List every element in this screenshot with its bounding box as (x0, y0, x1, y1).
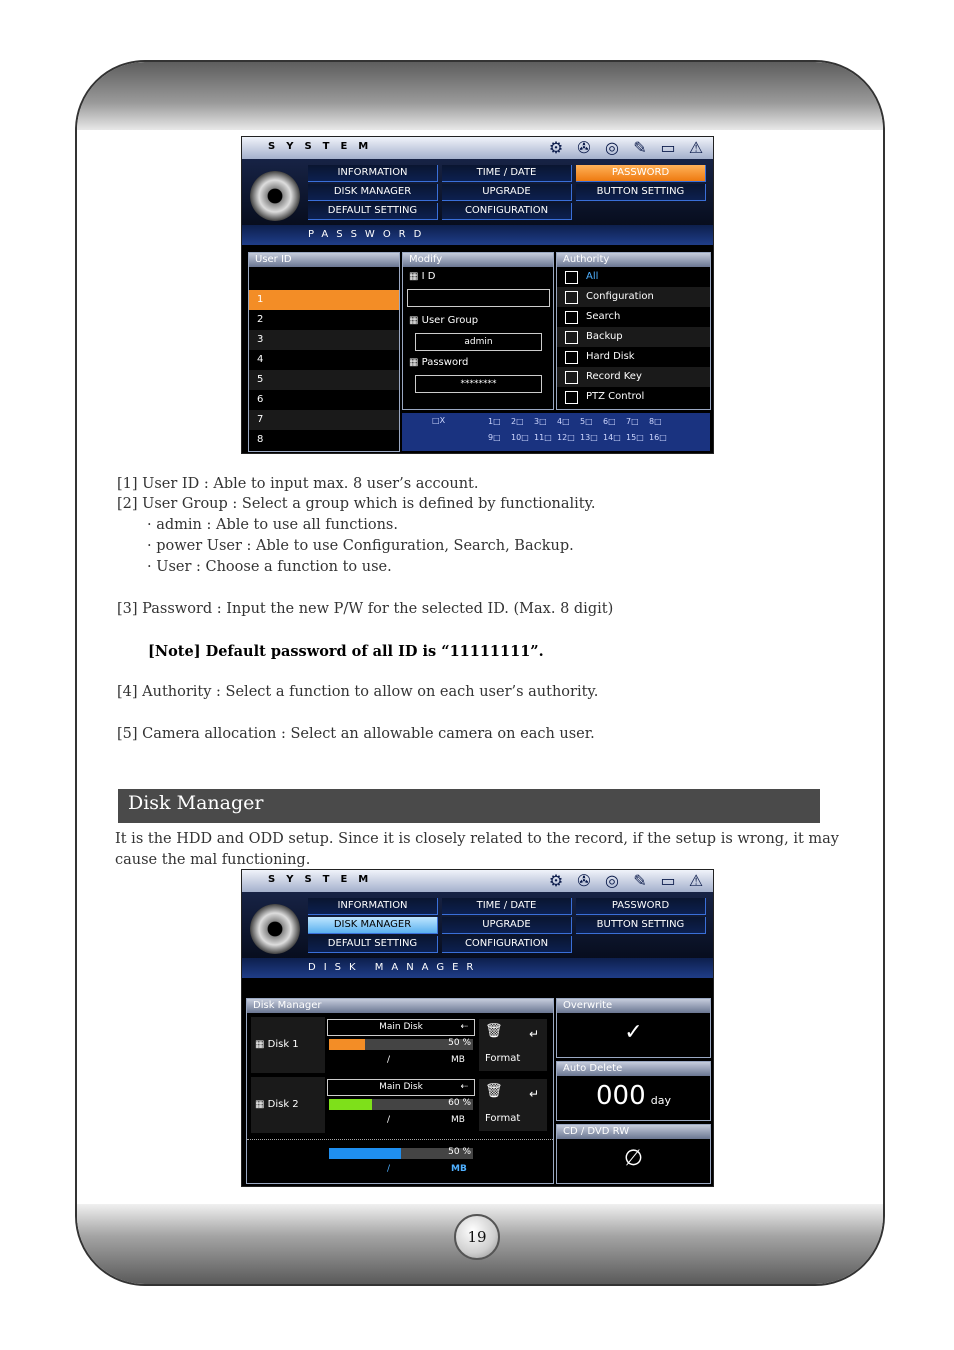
menu-button-setting[interactable]: BUTTON SETTING (576, 917, 706, 934)
enter-arrow-icon: ↵ (528, 1027, 539, 1041)
userid-row[interactable]: 4 (257, 354, 264, 365)
disk-usage-bar (329, 1099, 473, 1110)
disk-manager-screen (241, 869, 714, 1187)
camera-box-icon: □ (516, 417, 524, 426)
userid-row[interactable]: 2 (257, 314, 264, 325)
authority-item-search[interactable] (557, 307, 710, 327)
modify-panel (402, 252, 554, 410)
userid-header: User ID (249, 253, 399, 267)
grid-icon: ▦ (409, 315, 419, 326)
alarm-icon[interactable]: ⚠ (688, 138, 704, 157)
password-label-text: Password (421, 357, 469, 368)
camera-checkbox[interactable] (626, 417, 639, 426)
text-user-group: [2] User Group : Select a group which is defined by functionality. (117, 496, 596, 512)
id-label-text: I D (421, 271, 436, 282)
user-group-label-text: User Group (421, 315, 479, 326)
camera-number: 6 (603, 417, 609, 426)
camera-number: 9 (488, 433, 494, 442)
camera-checkbox[interactable] (511, 417, 524, 426)
text-authority: [4] Authority : Select a function to allow on each user’s authority. (117, 684, 599, 700)
checkbox[interactable] (565, 371, 578, 384)
cam-all-toggle[interactable]: □X (432, 416, 446, 425)
system-menu (308, 165, 706, 220)
sub-title: PASSWORD (308, 229, 430, 240)
camera-box-icon: □ (636, 433, 644, 442)
camera-number: 1 (488, 417, 494, 426)
disk-usage-fill (329, 1099, 372, 1110)
sub-title: DISK MANAGER (308, 962, 482, 973)
checkbox[interactable] (565, 271, 578, 284)
userid-row[interactable]: 7 (249, 410, 399, 430)
disk-percent: 50 % (448, 1038, 471, 1048)
camera-checkbox[interactable] (488, 433, 501, 442)
text-camera-allocation: [5] Camera allocation : Select an allowable camera on each user. (117, 726, 595, 742)
total-usage-row (247, 1139, 553, 1180)
format-label: Format (485, 1053, 521, 1064)
id-input[interactable] (407, 289, 550, 307)
password-label (409, 357, 553, 371)
menu-information[interactable]: INFORMATION (308, 898, 438, 915)
camera-allocation (402, 413, 710, 451)
camera-number: 7 (626, 417, 632, 426)
text-note: [Note] Default password of all ID is “11111111”. (148, 643, 544, 660)
overwrite-check-icon[interactable]: ✓ (624, 1020, 643, 1045)
menu-configuration[interactable]: CONFIGURATION (442, 203, 572, 220)
camera-number: 13 (580, 433, 591, 442)
total-slash: / (387, 1164, 391, 1174)
film-reel-icon[interactable]: ✇ (577, 138, 591, 157)
camera-checkbox[interactable] (580, 433, 598, 442)
disk-usage-fill (329, 1039, 365, 1050)
disk-type-select[interactable] (327, 1019, 475, 1036)
menu-upgrade[interactable]: UPGRADE (442, 184, 572, 201)
section-paragraph: It is the HDD and ODD setup. Since it is closely related to the record, if the setup is wrong, it may cause the mal functioning. (115, 831, 839, 868)
monitor-icon[interactable]: ▭ (660, 138, 676, 157)
menu-upgrade[interactable]: UPGRADE (442, 917, 572, 934)
camera-number: 5 (580, 417, 586, 426)
trash-icon: 🗑 (485, 1023, 503, 1039)
camera-number: 2 (511, 417, 517, 426)
menu-disk-manager[interactable]: DISK MANAGER (308, 917, 438, 934)
disk-row (247, 1077, 553, 1133)
disc-icon[interactable]: ◎ (605, 871, 619, 890)
menu-button-setting[interactable]: BUTTON SETTING (576, 184, 706, 201)
authority-label: Search (586, 311, 621, 322)
page-number: 19 (454, 1214, 500, 1260)
user-group-label (409, 315, 553, 329)
cd-dvd-none-icon[interactable]: ∅ (623, 1146, 644, 1171)
password-screen (241, 136, 714, 454)
text-password: [3] Password : Input the new P/W for the selected ID. (Max. 8 digit) (117, 601, 614, 617)
camera-number: 16 (649, 433, 660, 442)
userid-row[interactable]: 6 (257, 394, 264, 405)
menu-information[interactable]: INFORMATION (308, 165, 438, 182)
userid-row[interactable]: 1 (249, 290, 399, 310)
sub-title-bar (242, 958, 713, 978)
checkbox[interactable] (565, 331, 578, 344)
format-button[interactable] (479, 1079, 547, 1131)
menu-default-setting[interactable]: DEFAULT SETTING (308, 936, 438, 953)
system-menu (308, 898, 706, 953)
cam-all-label: X (439, 416, 446, 425)
userid-row[interactable]: 3 (249, 330, 399, 350)
userid-panel (248, 252, 400, 452)
userid-row[interactable]: 8 (257, 434, 264, 445)
camera-number: 10 (511, 433, 522, 442)
camera-number: 15 (626, 433, 637, 442)
authority-label: Backup (586, 331, 623, 342)
sub-title-bar (242, 225, 713, 245)
user-group-select[interactable]: admin (415, 333, 542, 351)
camera-number: 12 (557, 433, 568, 442)
disk-unit: MB (451, 1055, 465, 1065)
camera-box-icon: □ (654, 417, 662, 426)
authority-item-configuration[interactable] (557, 287, 710, 307)
camera-box-icon: □ (608, 417, 616, 426)
disk-slash: / (387, 1115, 391, 1125)
camera-box-icon: □ (493, 433, 501, 442)
camera-box-icon: □ (539, 417, 547, 426)
authority-label: Configuration (586, 291, 654, 302)
disk-manager-header: Disk Manager (247, 999, 553, 1013)
camera-checkbox[interactable] (557, 433, 575, 442)
camera-box-icon: □ (493, 417, 501, 426)
enter-arrow-icon: ↵ (528, 1087, 539, 1101)
cd-dvd-panel (556, 1124, 711, 1184)
authority-item-ptz-control[interactable] (557, 387, 710, 407)
total-usage-fill (329, 1148, 401, 1159)
grid-icon: ▦ (409, 271, 419, 282)
camera-box-icon: □ (562, 417, 570, 426)
gear-icon[interactable]: ⚙ (548, 138, 564, 157)
usb-icon[interactable]: ✎ (633, 138, 647, 157)
total-unit: MB (451, 1164, 467, 1174)
alarm-icon[interactable]: ⚠ (688, 871, 704, 890)
section-heading: Disk Manager (118, 789, 820, 823)
film-reel-icon[interactable]: ✇ (577, 871, 591, 890)
checkbox[interactable] (565, 291, 578, 304)
authority-panel (556, 252, 711, 410)
format-button[interactable] (479, 1019, 547, 1071)
text-admin: · admin : Able to use all functions. (147, 517, 398, 533)
camera-checkbox[interactable] (488, 417, 501, 426)
text-power-user: · power User : Able to use Configuration, Search, Backup. (147, 538, 574, 554)
modify-header: Modify (403, 253, 553, 267)
authority-label: Record Key (586, 371, 642, 382)
text-user-id: [1] User ID : Able to input max. 8 user’s account. (117, 476, 479, 492)
disk-percent: 60 % (448, 1098, 471, 1108)
enter-arrow-icon: ⇠ (460, 1022, 468, 1032)
camera-checkbox[interactable] (649, 417, 662, 426)
camera-box-icon: □ (567, 433, 575, 442)
total-usage-bar (329, 1148, 473, 1159)
authority-label: Hard Disk (586, 351, 635, 362)
monitor-icon[interactable]: ▭ (660, 871, 676, 890)
auto-delete-panel (556, 1061, 711, 1121)
camera-checkbox[interactable] (580, 417, 593, 426)
camera-checkbox[interactable] (534, 417, 547, 426)
authority-item-all[interactable] (557, 267, 710, 287)
checkbox[interactable] (565, 351, 578, 364)
usb-icon[interactable]: ✎ (633, 871, 647, 890)
checkbox[interactable] (565, 391, 578, 404)
auto-delete-header: Auto Delete (557, 1062, 710, 1076)
disk-slash: / (387, 1055, 391, 1065)
top-band (77, 62, 883, 130)
menu-disk-manager[interactable]: DISK MANAGER (308, 184, 438, 201)
overwrite-panel (556, 998, 711, 1058)
disk-label-text: Disk 1 (267, 1039, 299, 1050)
userid-row[interactable]: 5 (249, 370, 399, 390)
camera-box-icon: □ (544, 433, 552, 442)
text-user: · User : Choose a function to use. (147, 559, 392, 575)
format-label: Format (485, 1113, 521, 1124)
gear-logo-icon (250, 904, 300, 954)
menu-password[interactable]: PASSWORD (576, 898, 706, 915)
total-percent: 50 % (448, 1147, 471, 1157)
cd-dvd-header: CD / DVD RW (557, 1125, 710, 1139)
id-label (409, 271, 553, 285)
menu-time-date[interactable]: TIME / DATE (442, 898, 572, 915)
auto-delete-unit: day (650, 1094, 671, 1107)
disk-label: ▦ Disk 1 (251, 1017, 325, 1073)
authority-label: All (586, 271, 599, 282)
system-title: SYSTEM (268, 874, 380, 885)
camera-checkbox[interactable] (649, 433, 667, 442)
trash-icon: 🗑 (485, 1083, 503, 1099)
authority-item-record-key[interactable] (557, 367, 710, 387)
camera-box-icon: □ (659, 433, 667, 442)
disk-type-select[interactable] (327, 1079, 475, 1096)
menu-configuration[interactable]: CONFIGURATION (442, 936, 572, 953)
camera-number: 3 (534, 417, 540, 426)
disk-type-text: Main Disk (379, 1022, 423, 1032)
system-bar (242, 870, 713, 892)
menu-default-setting[interactable]: DEFAULT SETTING (308, 203, 438, 220)
camera-number: 14 (603, 433, 614, 442)
camera-number: 8 (649, 417, 655, 426)
camera-box-icon: □ (590, 433, 598, 442)
overwrite-header: Overwrite (557, 999, 710, 1013)
camera-checkbox[interactable] (511, 433, 529, 442)
disk-type-text: Main Disk (379, 1082, 423, 1092)
camera-box-icon: □ (521, 433, 529, 442)
enter-arrow-icon: ⇠ (460, 1082, 468, 1092)
camera-checkbox[interactable] (603, 433, 621, 442)
system-title: SYSTEM (268, 141, 380, 152)
grid-icon: ▦ (409, 357, 419, 368)
camera-box-icon: □ (631, 417, 639, 426)
authority-item-hard-disk[interactable] (557, 347, 710, 367)
disk-label-text: Disk 2 (267, 1099, 299, 1110)
camera-number: 11 (534, 433, 545, 442)
camera-checkbox[interactable] (626, 433, 644, 442)
camera-checkbox[interactable] (603, 417, 616, 426)
menu-time-date[interactable]: TIME / DATE (442, 165, 572, 182)
gear-logo-icon (250, 171, 300, 221)
password-input[interactable]: ******** (415, 375, 542, 393)
disk-manager-panel (246, 998, 554, 1184)
system-bar (242, 137, 713, 159)
authority-header: Authority (557, 253, 710, 267)
disk-unit: MB (451, 1115, 465, 1125)
camera-box-icon: □ (585, 417, 593, 426)
checkbox[interactable] (565, 311, 578, 324)
disk-label: ▦ Disk 2 (251, 1077, 325, 1133)
camera-checkbox[interactable] (557, 417, 570, 426)
camera-number: 4 (557, 417, 563, 426)
disk-usage-bar (329, 1039, 473, 1050)
disk-row (247, 1017, 553, 1073)
authority-label: PTZ Control (586, 391, 645, 402)
auto-delete-value[interactable]: 000 (596, 1081, 646, 1111)
authority-item-backup[interactable] (557, 327, 710, 347)
gear-icon[interactable]: ⚙ (548, 871, 564, 890)
camera-checkbox[interactable] (534, 433, 552, 442)
camera-box-icon: □ (613, 433, 621, 442)
menu-password[interactable]: PASSWORD (576, 165, 706, 182)
disc-icon[interactable]: ◎ (605, 138, 619, 157)
